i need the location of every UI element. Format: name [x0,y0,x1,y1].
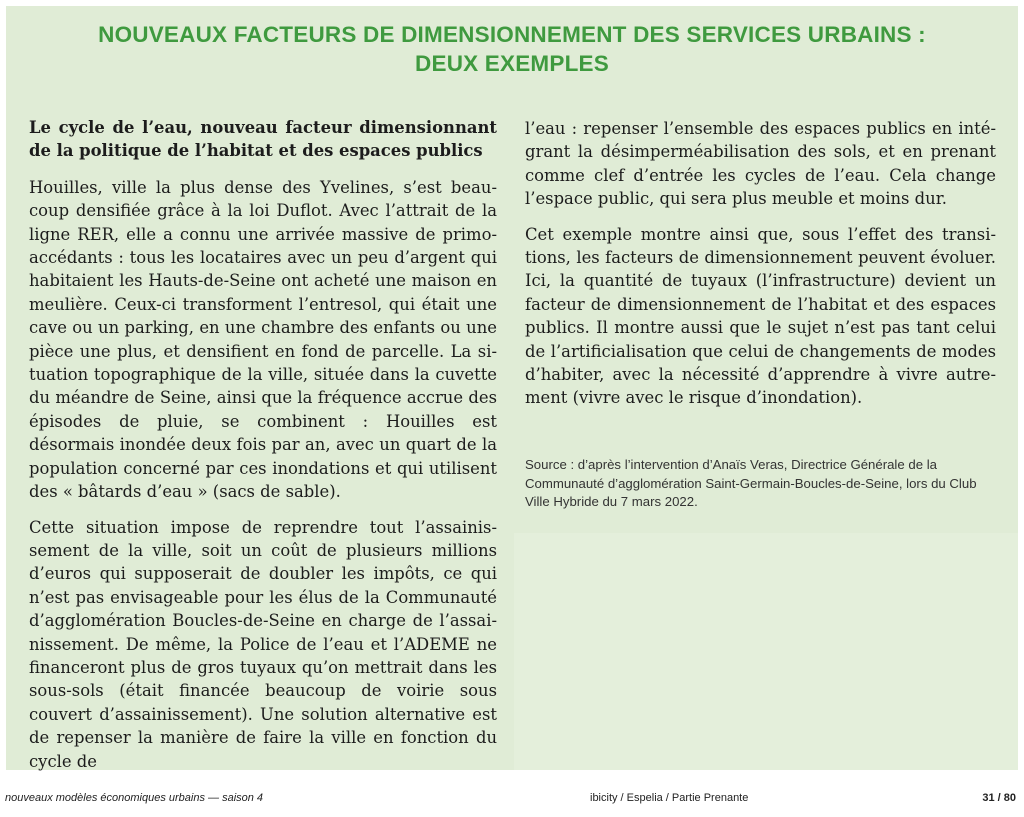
footer-publication-title: nouveaux modèles économiques urbains — saison 4 [5,792,264,804]
left-column [29,116,497,785]
left-paragraph-2: Cette situation impose de reprendre tout l’assainissement de la ville, soit un coût de plusieurs millions d’euros qui supposerait de doubler les impôts, ce qui n’est pas envisageable pour les élus de la Communauté d’agglomération Boucles-de-Seine en charge de l’assainissement. De même, la Police de l’eau et l’ADEME ne financeront plus de gros tuyaux qu’on mettrait dans les sous-sols (était financée beaucoup de voirie sous couvert d’assainissement). Une solution alternative est de repenser la manière de faire la ville en fonction du cycle de [29,517,497,771]
footer-page-number: 31 / 80 [982,792,1016,804]
source-note: Source : d’après l’intervention d’Anaïs Veras, Directrice Générale de la Communauté d’agglomération Saint-Germain-Boucles-de-Seine, lors du Club Ville Hybride du 7 mars 2022. [525,457,977,510]
empty-panel-area [514,533,1018,770]
section-subheading: Le cycle de l’eau, nouveau facteur dimensionnant de la politique de l’habitat et des espaces publics [29,118,497,161]
footer-authors: ibicity / Espelia / Partie Prenante [590,792,749,804]
right-paragraph-2: Cet exemple montre ainsi que, sous l’effet des transitions, les facteurs de dimensionnement peuvent évoluer. Ici, la quantité de tuyaux (l’infrastructure) devient un facteur de dimensionnement de l’habitat et des espaces publics. Il montre aussi que le sujet n’est pas tant celui de l’artificialisation que celui de changements de modes d’habiter, avec la nécessité d’apprendre à vivre autrement (vivre avec le risque d’inondation). [525,224,996,408]
title-line-1: NOUVEAUX FACTEURS DE DIMENSIONNEMENT DES SERVICES URBAINS : [98,22,926,47]
page-title [6,20,1018,78]
right-paragraph-1: l’eau : repenser l’ensemble des espaces publics en intégrant la désimperméabilisation des sols, et en prenant comme clef d’entrée les cycles de l’eau. Cela change l’espace public, qui sera plus meuble et moins dur. [525,119,996,209]
title-line-2: DEUX EXEMPLES [415,51,609,76]
page-footer [0,792,1024,808]
left-paragraph-1: Houilles, ville la plus dense des Yvelines, s’est beaucoup densifiée grâce à la loi Duflot. Avec l’attrait de la ligne RER, elle a connu une arrivée massive de primoaccédants : tous les locataires avec un peu d’argent qui habitaient les Hauts-de-Seine ont acheté une maison en meulière. Ceux-ci transforment l’entresol, qui était une cave ou un parking, en une chambre des enfants ou une pièce une plus, et densifient en fond de parcelle. La situation topographique de la ville, située dans la cuvette du méandre de Seine, ainsi que la fréquence accrue des épisodes de pluie, se combinent : Houilles est désormais inondée deux fois par an, avec un quart de la population concerné par ces inondations et qui utilisent des « bâtards d’eau » (sacs de sable). [29,177,497,502]
right-column [525,117,996,422]
